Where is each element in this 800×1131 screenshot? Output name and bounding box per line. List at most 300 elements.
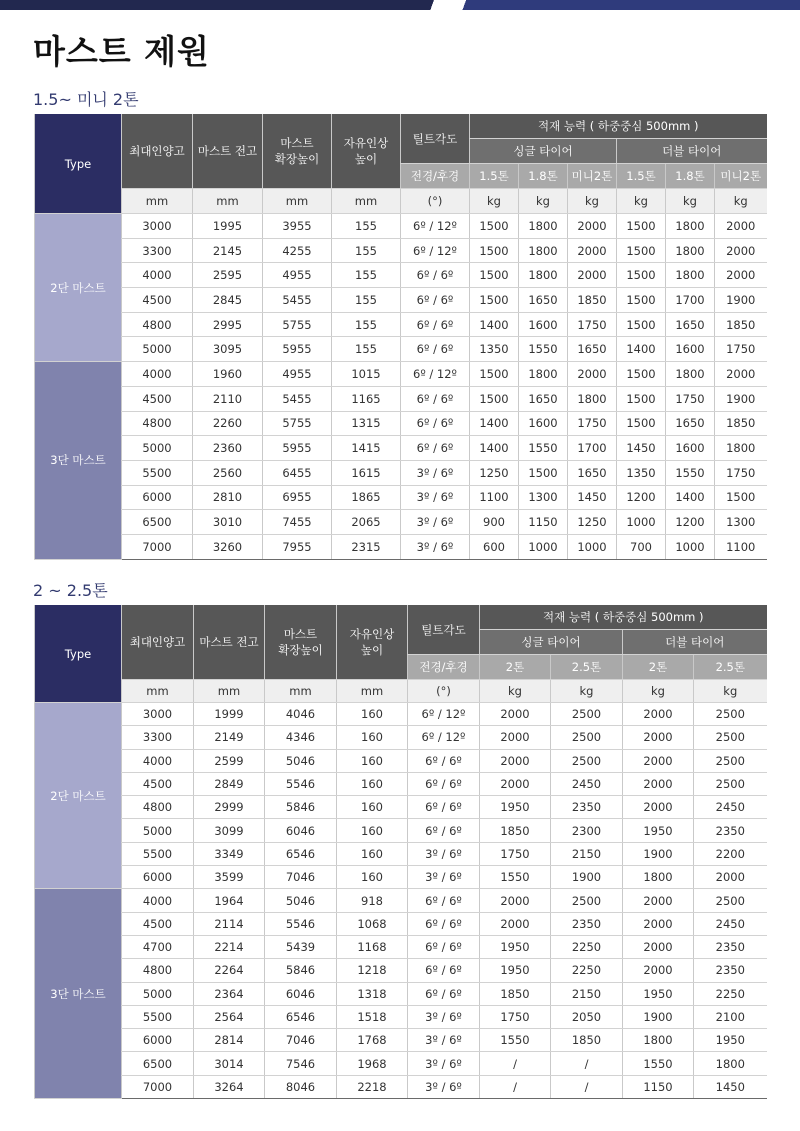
table-cell: 1068 (337, 912, 408, 935)
table-row (35, 1052, 767, 1075)
table-cell: 155 (332, 312, 401, 337)
table-cell: 2450 (551, 772, 623, 795)
table-cell: 5500 (122, 842, 194, 865)
table-cell: 1950 (480, 959, 551, 982)
header-double-col: 1.8톤 (666, 164, 715, 189)
table-cell: 1850 (715, 312, 767, 337)
units-row (35, 680, 767, 703)
unit-cell: (°) (408, 680, 480, 703)
table-cell: / (480, 1052, 551, 1075)
table-cell: 1800 (666, 263, 715, 288)
table-cell: 6º / 6º (408, 982, 480, 1005)
table-cell: 2500 (694, 749, 767, 772)
header-capacity: 적재 능력 ( 하중중심 500mm ) (480, 605, 767, 630)
table-row (35, 772, 767, 795)
table-cell: 3264 (194, 1075, 265, 1098)
table-cell: 1850 (480, 982, 551, 1005)
table-cell: 2000 (623, 796, 694, 819)
table-row (35, 263, 767, 288)
table-row (35, 460, 767, 485)
header-mast-extended (265, 605, 337, 680)
table-cell: 1900 (551, 866, 623, 889)
units-row (35, 189, 767, 214)
table-cell: 1900 (715, 386, 767, 411)
table-cell: 1500 (470, 362, 519, 387)
table-cell: 3260 (193, 534, 263, 559)
table-cell: 1450 (694, 1075, 767, 1098)
table-cell: 2364 (194, 982, 265, 1005)
unit-cell: kg (617, 189, 666, 214)
table-cell: 2260 (193, 411, 263, 436)
table-cell: 1800 (715, 436, 767, 461)
unit-cell: kg (715, 189, 767, 214)
table-cell: 4700 (122, 935, 194, 958)
table-cell: 4000 (122, 263, 193, 288)
table-cell: / (551, 1075, 623, 1098)
table-cell: 6º / 12º (401, 362, 470, 387)
header-free-lift (337, 605, 408, 680)
table-cell: 4255 (263, 238, 332, 263)
table-cell: 1400 (617, 337, 666, 362)
unit-cell: mm (332, 189, 401, 214)
table-cell: 1550 (480, 866, 551, 889)
unit-cell: kg (551, 680, 623, 703)
header-tilt: 틸트각도 (408, 605, 480, 655)
table-row (35, 510, 767, 535)
table-cell: 6º / 6º (408, 796, 480, 819)
table-cell: 2250 (694, 982, 767, 1005)
table-cell: 2814 (194, 1029, 265, 1052)
table-cell: 3300 (122, 726, 194, 749)
table-cell: 5846 (265, 959, 337, 982)
table-cell: 5755 (263, 411, 332, 436)
table-cell: 6º / 6º (408, 889, 480, 912)
table-cell: 2599 (194, 749, 265, 772)
table-cell: 3º / 6º (408, 1005, 480, 1028)
table-cell: 1350 (470, 337, 519, 362)
table-cell: 1500 (519, 460, 568, 485)
table-row (35, 749, 767, 772)
table-cell: 1450 (568, 485, 617, 510)
table-cell: 900 (470, 510, 519, 535)
table-cell: 2500 (551, 749, 623, 772)
table-cell: 3º / 6º (401, 534, 470, 559)
table-cell: 1600 (519, 312, 568, 337)
table-body (35, 214, 767, 560)
table-cell: 5755 (263, 312, 332, 337)
header-tilt-sub: 전경/후경 (408, 655, 480, 680)
table-cell: 3349 (194, 842, 265, 865)
table-cell: 1750 (715, 460, 767, 485)
table-cell: 2500 (551, 726, 623, 749)
table-cell: 1999 (194, 703, 265, 726)
header-type: Type (35, 114, 122, 214)
table-cell: 3º / 6º (408, 1029, 480, 1052)
section-title-2-2.5: 2 ~ 2.5톤 (33, 581, 108, 600)
table-cell: 160 (337, 772, 408, 795)
unit-cell: mm (193, 189, 263, 214)
header-max-lift: 최대인양고 (122, 605, 194, 680)
header-single-tire: 싱글 타이어 (470, 139, 617, 164)
table-row (35, 819, 767, 842)
table-cell: 1500 (715, 485, 767, 510)
header-mast-extended-line2: 확장높이 (278, 643, 323, 657)
table-cell: 1600 (519, 411, 568, 436)
table-cell: 1400 (470, 436, 519, 461)
table-cell: 6º / 12º (408, 726, 480, 749)
unit-cell: kg (470, 189, 519, 214)
table-cell: 6455 (263, 460, 332, 485)
table-cell: 6º / 12º (401, 214, 470, 239)
table-cell: 6º / 6º (408, 819, 480, 842)
table-cell: 1350 (617, 460, 666, 485)
table-cell: 2500 (694, 726, 767, 749)
table-cell: 3º / 6º (401, 485, 470, 510)
mast-group-label: 3단 마스트 (35, 889, 122, 1099)
table-cell: 2560 (193, 460, 263, 485)
table-cell: 4500 (122, 912, 194, 935)
table-cell: 2218 (337, 1075, 408, 1098)
table-cell: 1800 (519, 238, 568, 263)
table-cell: 1850 (568, 288, 617, 313)
table-cell: 7955 (263, 534, 332, 559)
table-cell: 7546 (265, 1052, 337, 1075)
table-cell: 2995 (193, 312, 263, 337)
table-cell: 1500 (617, 312, 666, 337)
table-cell: 160 (337, 866, 408, 889)
table-cell: 1500 (617, 288, 666, 313)
table-cell: 2999 (194, 796, 265, 819)
table-cell: 1950 (694, 1029, 767, 1052)
table-cell: 3º / 6º (401, 510, 470, 535)
table-row (35, 312, 767, 337)
unit-cell: kg (480, 680, 551, 703)
table-cell: 6000 (122, 1029, 194, 1052)
table-row (35, 912, 767, 935)
table-cell: 6500 (122, 1052, 194, 1075)
table-cell: 6º / 6º (401, 436, 470, 461)
table-cell: 6º / 6º (408, 935, 480, 958)
table-cell: 1950 (480, 935, 551, 958)
table-cell: 2849 (194, 772, 265, 795)
table-cell: 4800 (122, 312, 193, 337)
table-cell: 5500 (122, 1005, 194, 1028)
table-cell: 160 (337, 726, 408, 749)
table-cell: 1200 (666, 510, 715, 535)
table-cell: 1000 (617, 510, 666, 535)
table-cell: 2000 (623, 935, 694, 958)
table-cell: 1700 (568, 436, 617, 461)
table-row (35, 796, 767, 819)
table-cell: 8046 (265, 1075, 337, 1098)
table-cell: 5955 (263, 337, 332, 362)
table-cell: 2315 (332, 534, 401, 559)
table-cell: 2000 (480, 726, 551, 749)
table-cell: 1650 (519, 288, 568, 313)
table-cell: 6º / 6º (401, 411, 470, 436)
table-cell: 2000 (715, 214, 767, 239)
unit-cell: kg (623, 680, 694, 703)
header-double-tire: 더블 타이어 (623, 630, 767, 655)
table-cell: 1550 (519, 436, 568, 461)
table-cell: 6046 (265, 819, 337, 842)
table-cell: 1500 (617, 263, 666, 288)
table-cell: 6º / 6º (401, 288, 470, 313)
header-free-lift-line1: 자유인상 (349, 627, 395, 641)
table-cell: 2350 (694, 935, 767, 958)
header-free-lift (332, 114, 401, 189)
table-cell: 1500 (470, 288, 519, 313)
table-cell: 1450 (617, 436, 666, 461)
table-cell: 1318 (337, 982, 408, 1005)
table-cell: 700 (617, 534, 666, 559)
mast-group-label: 2단 마스트 (35, 703, 122, 889)
unit-cell: mm (194, 680, 265, 703)
table-cell: 1400 (666, 485, 715, 510)
table-cell: 2000 (480, 749, 551, 772)
header-double-tire: 더블 타이어 (617, 139, 767, 164)
table-cell: 4000 (122, 362, 193, 387)
table-cell: 1968 (337, 1052, 408, 1075)
table-cell: 2000 (480, 912, 551, 935)
table-cell: 2564 (194, 1005, 265, 1028)
table-cell: 2000 (568, 214, 617, 239)
table-cell: 5546 (265, 912, 337, 935)
table-row (35, 238, 767, 263)
table-cell: 4346 (265, 726, 337, 749)
table-cell: 3010 (193, 510, 263, 535)
table-cell: 2000 (715, 238, 767, 263)
table-cell: 1400 (470, 312, 519, 337)
table-cell: 3º / 6º (401, 460, 470, 485)
header-mast-extended-line1: 마스트 (283, 627, 318, 641)
table-cell: 2350 (694, 959, 767, 982)
table-cell: 2500 (694, 703, 767, 726)
table-row (35, 1005, 767, 1028)
table-cell: 160 (337, 796, 408, 819)
table-cell: 1800 (694, 1052, 767, 1075)
table-cell: 2000 (623, 703, 694, 726)
table-cell: 6546 (265, 1005, 337, 1028)
table-cell: 1800 (568, 386, 617, 411)
header-max-lift: 최대인양고 (122, 114, 193, 189)
table-cell: 2250 (551, 935, 623, 958)
table-cell: 1750 (666, 386, 715, 411)
table-row (35, 959, 767, 982)
table-cell: 3º / 6º (408, 1075, 480, 1098)
table-cell: 1500 (470, 214, 519, 239)
unit-cell: kg (666, 189, 715, 214)
table-cell: 6º / 6º (401, 337, 470, 362)
header-tilt-sub: 전경/후경 (401, 164, 470, 189)
table-cell: 1865 (332, 485, 401, 510)
table-cell: 5000 (122, 982, 194, 1005)
unit-cell: kg (568, 189, 617, 214)
table-cell: 6º / 6º (401, 386, 470, 411)
table-cell: 5000 (122, 337, 193, 362)
header-free-lift-line1: 자유인상 (343, 136, 389, 150)
header-double-col: 미니2톤 (715, 164, 767, 189)
table-cell: 1650 (568, 337, 617, 362)
table-cell: 2000 (715, 263, 767, 288)
table-cell: / (551, 1052, 623, 1075)
table-cell: 7046 (265, 866, 337, 889)
table-cell: 2150 (551, 982, 623, 1005)
header-single-tire: 싱글 타이어 (480, 630, 623, 655)
header-single-col: 1.5톤 (470, 164, 519, 189)
header-tilt: 틸트각도 (401, 114, 470, 164)
table-cell: 3014 (194, 1052, 265, 1075)
table-cell: 4500 (122, 386, 193, 411)
table-row (35, 982, 767, 1005)
table-cell: 1550 (623, 1052, 694, 1075)
table-cell: 4500 (122, 772, 194, 795)
table-cell: 1800 (623, 1029, 694, 1052)
table-cell: 1500 (617, 214, 666, 239)
table-cell: 5455 (263, 288, 332, 313)
table-cell: 4800 (122, 796, 194, 819)
table-cell: 2000 (480, 703, 551, 726)
table-row (35, 1029, 767, 1052)
unit-cell: mm (265, 680, 337, 703)
table-cell: 2000 (568, 238, 617, 263)
table-cell: 1500 (617, 362, 666, 387)
header-single-col: 2톤 (480, 655, 551, 680)
table-cell: 3000 (122, 703, 194, 726)
table-cell: 1150 (519, 510, 568, 535)
table-cell: 1100 (715, 534, 767, 559)
table-cell: 5046 (265, 889, 337, 912)
table-cell: 160 (337, 819, 408, 842)
table-cell: 2000 (480, 772, 551, 795)
table-cell: 1650 (666, 411, 715, 436)
header-single-col: 1.8톤 (519, 164, 568, 189)
table-cell: 4500 (122, 288, 193, 313)
table-cell: 6º / 12º (408, 703, 480, 726)
header-mast-extended-line2: 확장높이 (274, 152, 320, 166)
header-double-col: 1.5톤 (617, 164, 666, 189)
table-cell: 1300 (715, 510, 767, 535)
table-cell: 155 (332, 238, 401, 263)
header-single-col: 미니2톤 (568, 164, 617, 189)
table-cell: 6000 (122, 485, 193, 510)
table-cell: 4046 (265, 703, 337, 726)
table-cell: 1800 (519, 263, 568, 288)
table-row (35, 436, 767, 461)
table-cell: 2000 (694, 866, 767, 889)
unit-cell: kg (519, 189, 568, 214)
table-cell: 1995 (193, 214, 263, 239)
table-cell: 5546 (265, 772, 337, 795)
table-cell: 1500 (470, 263, 519, 288)
table-cell: / (480, 1075, 551, 1098)
table-row (35, 842, 767, 865)
spec-table-2-2.5 (34, 605, 767, 1099)
table-cell: 7000 (122, 534, 193, 559)
top-accent-bar (0, 0, 800, 10)
table-cell: 2150 (551, 842, 623, 865)
table-cell: 5955 (263, 436, 332, 461)
unit-cell: mm (122, 680, 194, 703)
table-cell: 2300 (551, 819, 623, 842)
table-cell: 1950 (480, 796, 551, 819)
table-cell: 1650 (519, 386, 568, 411)
table-cell: 1015 (332, 362, 401, 387)
table-cell: 3º / 6º (408, 866, 480, 889)
table-cell: 1500 (617, 411, 666, 436)
table-cell: 1000 (568, 534, 617, 559)
table-cell: 1500 (470, 386, 519, 411)
table-cell: 2114 (194, 912, 265, 935)
table-cell: 1750 (568, 312, 617, 337)
table-cell: 1315 (332, 411, 401, 436)
table-cell: 1500 (470, 238, 519, 263)
table-cell: 2000 (623, 959, 694, 982)
header-mast-height: 마스트 전고 (194, 605, 265, 680)
table-cell: 1200 (617, 485, 666, 510)
mast-group-label: 2단 마스트 (35, 214, 122, 362)
table-body (35, 703, 767, 1099)
table-cell: 6000 (122, 866, 194, 889)
table-cell: 1850 (480, 819, 551, 842)
table-cell: 7000 (122, 1075, 194, 1098)
table-row (35, 411, 767, 436)
table-cell: 155 (332, 337, 401, 362)
table-cell: 6º / 6º (401, 312, 470, 337)
table-cell: 1615 (332, 460, 401, 485)
table-cell: 1400 (470, 411, 519, 436)
table-cell: 7046 (265, 1029, 337, 1052)
table-cell: 1750 (715, 337, 767, 362)
table-cell: 1650 (568, 460, 617, 485)
table-cell: 1850 (551, 1029, 623, 1052)
section-title-mini: 1.5~ 미니 2톤 (33, 90, 139, 109)
header-mast-height: 마스트 전고 (193, 114, 263, 189)
table-cell: 3599 (194, 866, 265, 889)
table-cell: 6º / 6º (408, 912, 480, 935)
table-cell: 155 (332, 214, 401, 239)
table-row (35, 534, 767, 559)
table-row (35, 362, 767, 387)
table-row (35, 485, 767, 510)
table-cell: 5500 (122, 460, 193, 485)
table-cell: 3095 (193, 337, 263, 362)
header-single-col: 2.5톤 (551, 655, 623, 680)
table-cell: 2000 (568, 362, 617, 387)
table-cell: 2000 (715, 362, 767, 387)
table-cell: 1500 (617, 238, 666, 263)
table-cell: 2450 (694, 912, 767, 935)
table-cell: 1150 (623, 1075, 694, 1098)
table-cell: 1168 (337, 935, 408, 958)
table-cell: 2500 (551, 889, 623, 912)
table-cell: 5000 (122, 819, 194, 842)
header-mast-extended (263, 114, 332, 189)
table-row (35, 337, 767, 362)
table-cell: 6º / 6º (401, 263, 470, 288)
table-cell: 2145 (193, 238, 263, 263)
table-cell: 160 (337, 842, 408, 865)
table-cell: 5046 (265, 749, 337, 772)
table-cell: 1250 (568, 510, 617, 535)
unit-cell: (°) (401, 189, 470, 214)
table-row (35, 214, 767, 239)
table-cell: 1750 (568, 411, 617, 436)
table-cell: 3300 (122, 238, 193, 263)
table-cell: 6500 (122, 510, 193, 535)
table-cell: 1900 (623, 1005, 694, 1028)
table-cell: 2000 (623, 912, 694, 935)
